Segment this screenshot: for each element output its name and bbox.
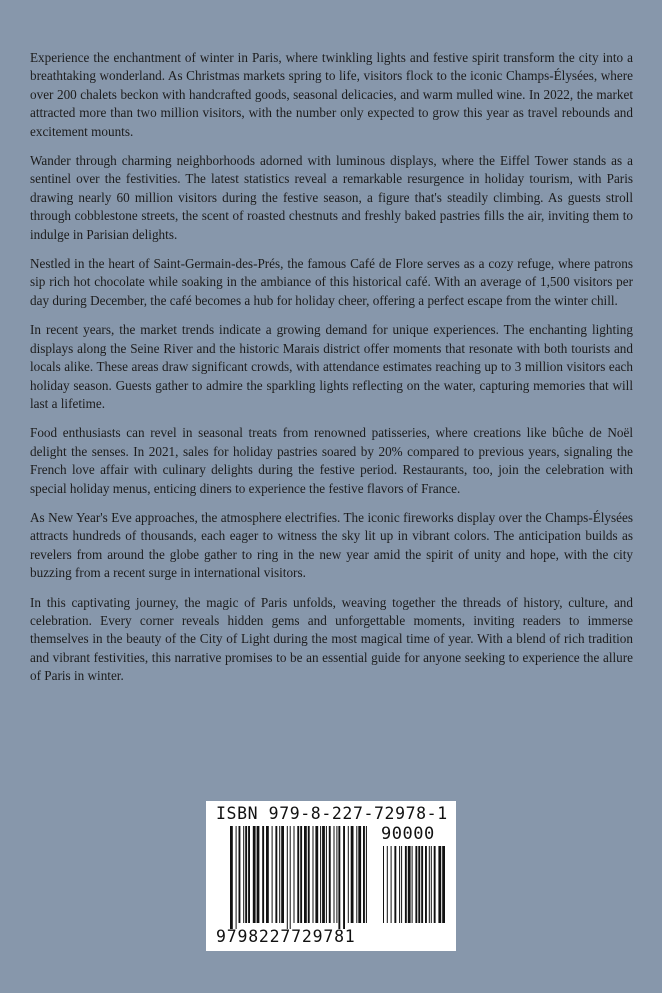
barcode-bar xyxy=(300,826,302,923)
blurb-paragraph-2: Wander through charming neighborhoods adorned with luminous displays, where the Eiffel Tower stands as a sentinel over the festivities. The latest statistics reveal a remarkable resurgence in holiday tourism, with Paris drawing nearly 60 million visitors during the festive season, a figure that's steadily climbing. As guests stroll through cobblestone streets, the scent of roasted chestnuts and freshly baked pastries fills the air, inviting them to indulge in Parisian delights. xyxy=(30,153,633,242)
barcode-bar xyxy=(394,846,396,923)
barcode-bar xyxy=(294,826,295,923)
barcode-bar xyxy=(363,826,365,923)
blurb-paragraph-1: Experience the enchantment of winter in Paris, where twinkling lights and festive spirit transform the city into a breathtaking wonderland. As Christmas markets spring to life, visitors flock to the iconic Champs-Élysées, where over 200 chalets beckon with handcrafted goods, seasonal delicacies, and warm mulled wine. In 2022, the market attracted more than two million visitors, with the number only expected to grow this year as travel rebounds and excitement mounts. xyxy=(30,50,633,139)
barcode-bar xyxy=(248,826,250,923)
barcode-bar xyxy=(421,846,423,923)
barcode-bar xyxy=(239,826,241,923)
barcode-bar xyxy=(338,826,340,929)
barcode-bar xyxy=(336,826,337,923)
barcode-bar xyxy=(290,826,291,929)
back-cover-blurb xyxy=(30,49,633,697)
barcode-bar xyxy=(275,826,277,923)
barcode-bar xyxy=(418,846,420,923)
ean-digits: 9798227729781 xyxy=(216,927,356,946)
barcode-bar xyxy=(415,846,417,923)
barcode-bar xyxy=(320,826,321,923)
barcode-bar xyxy=(313,826,314,923)
isbn-label: ISBN 979-8-227-72978-1 xyxy=(216,804,448,823)
barcode-bar xyxy=(429,846,430,923)
barcode-bar xyxy=(425,846,427,923)
barcode-bar xyxy=(279,826,280,923)
barcode-bar xyxy=(401,846,402,923)
barcode-bar xyxy=(356,826,357,923)
barcode-bar xyxy=(334,826,335,923)
barcode-bar xyxy=(405,846,407,923)
barcode-bar xyxy=(230,826,233,929)
barcode-bar xyxy=(315,826,318,923)
isbn-barcode xyxy=(206,801,456,951)
barcode-bar xyxy=(243,826,244,923)
barcode-bar xyxy=(442,846,445,923)
blurb-paragraph-5: Food enthusiasts can revel in seasonal treats from renowned patisseries, where creations like bûche de Noël delight the senses. In 2021, sales for holiday pastries soared by 20% compared to previous years, signaling the French love affair with culinary delights during the festive period. Restaurants, too, join the celebration with special holiday menus, enticing diners to experience the festive flavors of France. xyxy=(30,425,633,496)
barcode-bar xyxy=(322,826,325,923)
blurb-paragraph-3: Nestled in the heart of Saint-Germain-des-Prés, the famous Café de Flore serves as a cozy refuge, where patrons sip rich hot chocolate while soaking in the ambiance of this historical café. With an average of 1,500 visitors per day during December, the café becomes a hub for holiday cheer, offering a perfect escape from the winter chill. xyxy=(30,256,633,308)
blurb-paragraph-7: In this captivating journey, the magic of Paris unfolds, weaving together the threads of history, culture, and celebration. Every corner reveals hidden gems and unforgettable moments, inviting readers to immerse themselves in the beauty of the City of Light during the most magical time of year. With a blend of rich tradition and vibrant festivities, this narrative promises to be an essential guide for anyone seeking to experience the allure of Paris in winter. xyxy=(30,594,633,684)
barcode-bar xyxy=(366,826,367,923)
barcode-bar xyxy=(412,846,413,923)
barcode-bar xyxy=(236,826,237,929)
barcode-bar xyxy=(257,826,260,923)
barcode-bar xyxy=(399,846,400,923)
blurb-paragraph-6: As New Year's Eve approaches, the atmosphere electrifies. The iconic fireworks display over the Champs-Élysées attracts hundreds of thousands, each eager to witness the sky lit up in vibrant colors. The anticipation builds as revelers from around the globe gather to ring in the new year amid the spirit of unity and hope, with the city buzzing from a recent surge in international visitors. xyxy=(30,509,633,581)
barcode-bar xyxy=(348,826,349,923)
barcode-bar xyxy=(287,826,288,929)
barcode-bar xyxy=(262,826,264,923)
barcode-bar xyxy=(253,826,256,923)
barcode-bar xyxy=(297,826,299,923)
barcode-bar xyxy=(343,826,345,929)
barcode-bar xyxy=(266,826,269,923)
barcode-bar xyxy=(391,846,392,923)
barcode-bar xyxy=(408,846,411,923)
barcode-bar xyxy=(358,826,361,923)
barcode-bar xyxy=(245,826,247,923)
barcode-bar xyxy=(351,826,354,923)
blurb-paragraph-4: In recent years, the market trends indicate a growing demand for unique experiences. The enchanting lighting displays along the Seine River and the historic Marais district offer moments that resonate with both tourists and locals alike. These areas draw significant crowds, with attendance estimates reaching up to 3 million visitors each holiday season. Guests gather to admire the sparkling lights reflecting on the water, capturing memories that will last a lifetime. xyxy=(30,322,633,411)
price-code: 90000 xyxy=(381,824,435,844)
barcode-bar xyxy=(387,846,388,923)
barcode-bar xyxy=(308,826,310,923)
barcode-bar xyxy=(434,846,436,923)
barcode-bar xyxy=(281,826,284,923)
barcode-bar xyxy=(383,846,384,923)
barcode-bar xyxy=(431,846,432,923)
barcode-bar xyxy=(272,826,273,923)
barcode-bar xyxy=(329,826,331,923)
barcode-bar xyxy=(438,846,441,923)
barcode-bar xyxy=(326,826,327,923)
barcode-bar xyxy=(304,826,307,923)
